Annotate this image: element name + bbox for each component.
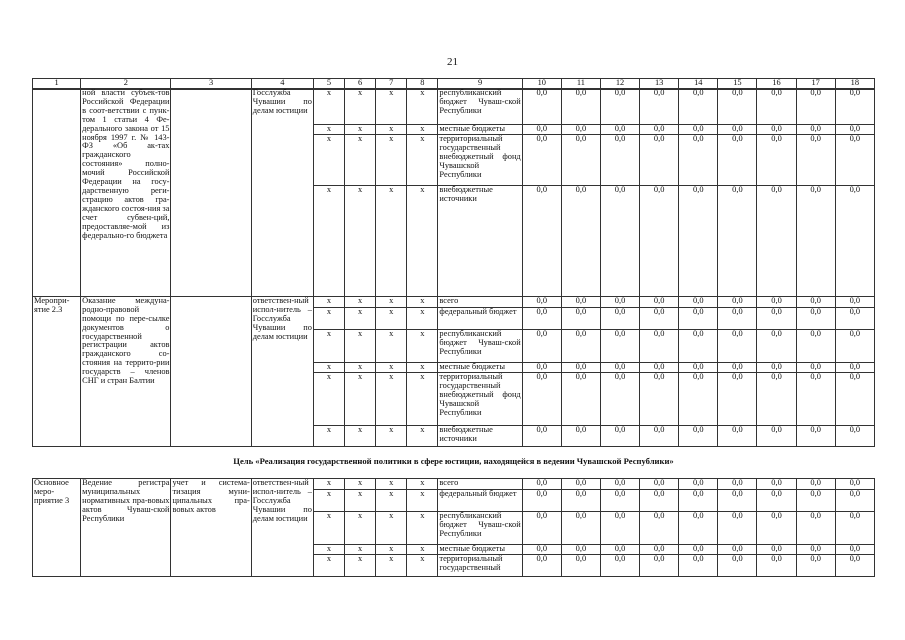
value-cell: 0,0 xyxy=(796,512,835,545)
value-cell: 0,0 xyxy=(561,89,600,125)
value-cell: 0,0 xyxy=(835,307,874,329)
expected-result: учет и система-тизация муни-ципальных пра-вовых актов xyxy=(171,479,251,577)
value-cell: 0,0 xyxy=(561,362,600,372)
x-mark: x xyxy=(313,296,344,307)
value-cell: 0,0 xyxy=(640,185,679,296)
x-mark: x xyxy=(345,555,376,577)
x-mark: x xyxy=(376,307,407,329)
header-col-9: 9 xyxy=(438,79,522,90)
x-mark: x xyxy=(376,479,407,490)
value-cell: 0,0 xyxy=(757,545,796,555)
value-cell: 0,0 xyxy=(522,307,561,329)
x-mark: x xyxy=(313,307,344,329)
value-cell: 0,0 xyxy=(522,362,561,372)
value-cell: 0,0 xyxy=(796,479,835,490)
x-mark: x xyxy=(313,555,344,577)
value-cell: 0,0 xyxy=(679,307,718,329)
x-mark: x xyxy=(345,512,376,545)
value-cell: 0,0 xyxy=(679,372,718,425)
value-cell: 0,0 xyxy=(679,490,718,512)
value-cell: 0,0 xyxy=(757,425,796,446)
value-cell: 0,0 xyxy=(522,545,561,555)
value-cell: 0,0 xyxy=(796,329,835,362)
value-cell: 0,0 xyxy=(835,185,874,296)
x-mark: x xyxy=(313,185,344,296)
header-col-12: 12 xyxy=(600,79,639,90)
header-col-13: 13 xyxy=(640,79,679,90)
x-mark: x xyxy=(407,425,438,446)
value-cell: 0,0 xyxy=(640,134,679,185)
value-cell: 0,0 xyxy=(796,362,835,372)
x-mark: x xyxy=(407,329,438,362)
x-mark: x xyxy=(313,134,344,185)
header-col-1: 1 xyxy=(33,79,81,90)
x-mark: x xyxy=(407,89,438,125)
value-cell: 0,0 xyxy=(522,296,561,307)
value-cell: 0,0 xyxy=(835,296,874,307)
value-cell: 0,0 xyxy=(640,425,679,446)
value-cell: 0,0 xyxy=(600,479,639,490)
x-mark: x xyxy=(313,479,344,490)
value-cell: 0,0 xyxy=(600,296,639,307)
value-cell: 0,0 xyxy=(796,490,835,512)
value-cell: 0,0 xyxy=(835,329,874,362)
x-mark: x xyxy=(345,307,376,329)
value-cell: 0,0 xyxy=(835,362,874,372)
value-cell: 0,0 xyxy=(522,372,561,425)
x-mark: x xyxy=(345,296,376,307)
x-mark: x xyxy=(313,372,344,425)
value-cell: 0,0 xyxy=(522,555,561,577)
x-mark: x xyxy=(407,134,438,185)
header-col-10: 10 xyxy=(522,79,561,90)
value-cell: 0,0 xyxy=(757,479,796,490)
header-col-18: 18 xyxy=(835,79,874,90)
value-cell: 0,0 xyxy=(757,89,796,125)
value-cell: 0,0 xyxy=(600,425,639,446)
x-mark: x xyxy=(345,329,376,362)
col3-empty xyxy=(171,89,251,297)
executor: ответствен-ный испол-нитель – Госслужба Чувашии по делам юстиции xyxy=(251,479,313,577)
value-cell: 0,0 xyxy=(640,372,679,425)
value-cell: 0,0 xyxy=(796,555,835,577)
value-cell: 0,0 xyxy=(757,185,796,296)
header-col-3: 3 xyxy=(171,79,251,90)
x-mark: x xyxy=(407,479,438,490)
x-mark: x xyxy=(407,362,438,372)
col1-empty xyxy=(33,89,81,297)
value-cell: 0,0 xyxy=(796,134,835,185)
funding-source: всего xyxy=(438,296,522,307)
value-cell: 0,0 xyxy=(561,329,600,362)
value-cell: 0,0 xyxy=(640,362,679,372)
x-mark: x xyxy=(407,307,438,329)
value-cell: 0,0 xyxy=(718,134,757,185)
executor: Госслужба Чувашии по делам юстиции xyxy=(251,89,313,297)
value-cell: 0,0 xyxy=(600,545,639,555)
activity-description: Оказание междуна-родно-правовой помощи по пере-сылке документов о государственной регистрации актов гражданского со-стояния на террито-рии государств – членов СНГ и стран Балтии xyxy=(81,296,171,446)
value-cell: 0,0 xyxy=(757,329,796,362)
x-mark: x xyxy=(313,362,344,372)
budget-table-continued xyxy=(32,88,875,447)
value-cell: 0,0 xyxy=(835,479,874,490)
value-cell: 0,0 xyxy=(600,307,639,329)
x-mark: x xyxy=(407,125,438,135)
value-cell: 0,0 xyxy=(679,555,718,577)
header-col-2: 2 xyxy=(81,79,171,90)
funding-source: федеральный бюджет xyxy=(438,307,522,329)
value-cell: 0,0 xyxy=(522,134,561,185)
value-cell: 0,0 xyxy=(522,425,561,446)
value-cell: 0,0 xyxy=(679,545,718,555)
value-cell: 0,0 xyxy=(835,372,874,425)
value-cell: 0,0 xyxy=(679,185,718,296)
value-cell: 0,0 xyxy=(522,329,561,362)
x-mark: x xyxy=(376,362,407,372)
x-mark: x xyxy=(313,125,344,135)
x-mark: x xyxy=(407,185,438,296)
x-mark: x xyxy=(407,545,438,555)
x-mark: x xyxy=(313,329,344,362)
funding-source: территориальный государственный xyxy=(438,555,522,577)
table-row xyxy=(33,479,875,490)
x-mark: x xyxy=(376,425,407,446)
x-mark: x xyxy=(345,372,376,425)
value-cell: 0,0 xyxy=(561,555,600,577)
value-cell: 0,0 xyxy=(522,89,561,125)
value-cell: 0,0 xyxy=(640,89,679,125)
x-mark: x xyxy=(345,125,376,135)
funding-source: местные бюджеты xyxy=(438,545,522,555)
x-mark: x xyxy=(345,362,376,372)
value-cell: 0,0 xyxy=(640,512,679,545)
funding-source: территориальный государственный внебюджетный фонд Чувашской Республики xyxy=(438,134,522,185)
main-measure-label: Основное меро-приятие 3 xyxy=(33,479,81,577)
x-mark: x xyxy=(376,134,407,185)
value-cell: 0,0 xyxy=(718,555,757,577)
funding-source: республиканский бюджет Чуваш-ской Республики xyxy=(438,512,522,545)
x-mark: x xyxy=(376,512,407,545)
x-mark: x xyxy=(376,490,407,512)
value-cell: 0,0 xyxy=(796,185,835,296)
value-cell: 0,0 xyxy=(835,425,874,446)
value-cell: 0,0 xyxy=(561,134,600,185)
funding-source: всего xyxy=(438,479,522,490)
value-cell: 0,0 xyxy=(718,329,757,362)
x-mark: x xyxy=(345,134,376,185)
value-cell: 0,0 xyxy=(561,490,600,512)
header-col-15: 15 xyxy=(718,79,757,90)
x-mark: x xyxy=(376,545,407,555)
value-cell: 0,0 xyxy=(835,545,874,555)
value-cell: 0,0 xyxy=(796,372,835,425)
table-row xyxy=(33,89,875,125)
x-mark: x xyxy=(376,372,407,425)
value-cell: 0,0 xyxy=(600,185,639,296)
header-col-16: 16 xyxy=(757,79,796,90)
value-cell: 0,0 xyxy=(718,490,757,512)
value-cell: 0,0 xyxy=(757,512,796,545)
value-cell: 0,0 xyxy=(522,479,561,490)
value-cell: 0,0 xyxy=(522,512,561,545)
value-cell: 0,0 xyxy=(718,372,757,425)
value-cell: 0,0 xyxy=(679,362,718,372)
value-cell: 0,0 xyxy=(718,125,757,135)
value-cell: 0,0 xyxy=(640,307,679,329)
x-mark: x xyxy=(376,555,407,577)
funding-source: местные бюджеты xyxy=(438,362,522,372)
value-cell: 0,0 xyxy=(757,134,796,185)
value-cell: 0,0 xyxy=(561,425,600,446)
value-cell: 0,0 xyxy=(835,555,874,577)
value-cell: 0,0 xyxy=(718,89,757,125)
value-cell: 0,0 xyxy=(640,479,679,490)
value-cell: 0,0 xyxy=(561,512,600,545)
value-cell: 0,0 xyxy=(796,296,835,307)
x-mark: x xyxy=(313,490,344,512)
page-number: 21 xyxy=(447,56,458,68)
x-mark: x xyxy=(407,296,438,307)
funding-source: внебюджетные источники xyxy=(438,185,522,296)
funding-source: территориальный государственный внебюджетный фонд Чувашской Республики xyxy=(438,372,522,425)
x-mark: x xyxy=(313,89,344,125)
value-cell: 0,0 xyxy=(600,555,639,577)
x-mark: x xyxy=(345,490,376,512)
x-mark: x xyxy=(313,425,344,446)
header-col-8: 8 xyxy=(407,79,438,90)
value-cell: 0,0 xyxy=(522,125,561,135)
x-mark: x xyxy=(345,185,376,296)
value-cell: 0,0 xyxy=(561,372,600,425)
value-cell: 0,0 xyxy=(640,125,679,135)
value-cell: 0,0 xyxy=(640,545,679,555)
value-cell: 0,0 xyxy=(600,512,639,545)
funding-source: внебюджетные источники xyxy=(438,425,522,446)
value-cell: 0,0 xyxy=(561,125,600,135)
value-cell: 0,0 xyxy=(757,490,796,512)
value-cell: 0,0 xyxy=(679,512,718,545)
x-mark: x xyxy=(407,372,438,425)
value-cell: 0,0 xyxy=(640,490,679,512)
value-cell: 0,0 xyxy=(522,185,561,296)
value-cell: 0,0 xyxy=(796,545,835,555)
value-cell: 0,0 xyxy=(679,134,718,185)
value-cell: 0,0 xyxy=(561,545,600,555)
value-cell: 0,0 xyxy=(600,372,639,425)
value-cell: 0,0 xyxy=(600,329,639,362)
value-cell: 0,0 xyxy=(718,296,757,307)
value-cell: 0,0 xyxy=(561,307,600,329)
measure-label: Меропри-ятие 2.3 xyxy=(33,296,81,446)
value-cell: 0,0 xyxy=(757,307,796,329)
activity-description: ной власти субъек-тов Российской Федерации в соот-ветствии с пунк-том 1 статьи 4 Фе-дерального закона от 15 ноября 1997 г. № 143-ФЗ «Об ак-тах гражданского состояния» полно-мочий Российской Федерации на госу-дарственную реги-страцию актов гра-жданского состоя-ния за счет субвен-ций, предоставляе-мой из федерально-го бюджета xyxy=(81,89,171,297)
x-mark: x xyxy=(407,490,438,512)
value-cell: 0,0 xyxy=(757,555,796,577)
header-col-11: 11 xyxy=(561,79,600,90)
value-cell: 0,0 xyxy=(600,490,639,512)
header-col-5: 5 xyxy=(313,79,344,90)
budget-table-goal xyxy=(32,478,875,577)
x-mark: x xyxy=(313,545,344,555)
value-cell: 0,0 xyxy=(640,555,679,577)
value-cell: 0,0 xyxy=(796,125,835,135)
x-mark: x xyxy=(345,479,376,490)
col3-empty xyxy=(171,296,251,446)
x-mark: x xyxy=(407,512,438,545)
x-mark: x xyxy=(345,425,376,446)
value-cell: 0,0 xyxy=(835,125,874,135)
x-mark: x xyxy=(376,125,407,135)
funding-source: республиканский бюджет Чуваш-ской Республики xyxy=(438,329,522,362)
value-cell: 0,0 xyxy=(600,125,639,135)
funding-source: местные бюджеты xyxy=(438,125,522,135)
x-mark: x xyxy=(376,89,407,125)
x-mark: x xyxy=(376,329,407,362)
value-cell: 0,0 xyxy=(757,362,796,372)
value-cell: 0,0 xyxy=(718,362,757,372)
funding-source: федеральный бюджет xyxy=(438,490,522,512)
table-row xyxy=(33,296,875,307)
header-col-6: 6 xyxy=(345,79,376,90)
value-cell: 0,0 xyxy=(679,479,718,490)
value-cell: 0,0 xyxy=(679,329,718,362)
x-mark: x xyxy=(376,185,407,296)
value-cell: 0,0 xyxy=(600,134,639,185)
header-col-14: 14 xyxy=(679,79,718,90)
value-cell: 0,0 xyxy=(600,362,639,372)
value-cell: 0,0 xyxy=(718,185,757,296)
goal-heading: Цель «Реализация государственной политики в сфере юстиции, находящейся в ведении Чувашской Республики» xyxy=(233,456,674,466)
value-cell: 0,0 xyxy=(835,89,874,125)
value-cell: 0,0 xyxy=(679,425,718,446)
value-cell: 0,0 xyxy=(718,479,757,490)
x-mark: x xyxy=(345,89,376,125)
header-col-4: 4 xyxy=(251,79,313,90)
value-cell: 0,0 xyxy=(561,185,600,296)
value-cell: 0,0 xyxy=(796,425,835,446)
value-cell: 0,0 xyxy=(679,125,718,135)
value-cell: 0,0 xyxy=(835,134,874,185)
value-cell: 0,0 xyxy=(718,545,757,555)
executor: ответствен-ный испол-нитель – Госслужба Чувашии по делам юстиции xyxy=(251,296,313,446)
activity-description: Ведение регистра муниципальных нормативных пра-вовых актов Чуваш-ской Республики xyxy=(81,479,171,577)
value-cell: 0,0 xyxy=(718,425,757,446)
value-cell: 0,0 xyxy=(835,512,874,545)
x-mark: x xyxy=(313,512,344,545)
value-cell: 0,0 xyxy=(561,296,600,307)
value-cell: 0,0 xyxy=(522,490,561,512)
value-cell: 0,0 xyxy=(679,89,718,125)
x-mark: x xyxy=(407,555,438,577)
value-cell: 0,0 xyxy=(835,490,874,512)
value-cell: 0,0 xyxy=(600,89,639,125)
value-cell: 0,0 xyxy=(561,479,600,490)
x-mark: x xyxy=(345,545,376,555)
value-cell: 0,0 xyxy=(640,296,679,307)
funding-source: республиканский бюджет Чуваш-ской Республики xyxy=(438,89,522,125)
value-cell: 0,0 xyxy=(757,296,796,307)
value-cell: 0,0 xyxy=(757,125,796,135)
header-col-17: 17 xyxy=(796,79,835,90)
x-mark: x xyxy=(376,296,407,307)
value-cell: 0,0 xyxy=(718,512,757,545)
value-cell: 0,0 xyxy=(640,329,679,362)
value-cell: 0,0 xyxy=(718,307,757,329)
header-col-7: 7 xyxy=(376,79,407,90)
value-cell: 0,0 xyxy=(796,89,835,125)
value-cell: 0,0 xyxy=(757,372,796,425)
value-cell: 0,0 xyxy=(679,296,718,307)
value-cell: 0,0 xyxy=(796,307,835,329)
